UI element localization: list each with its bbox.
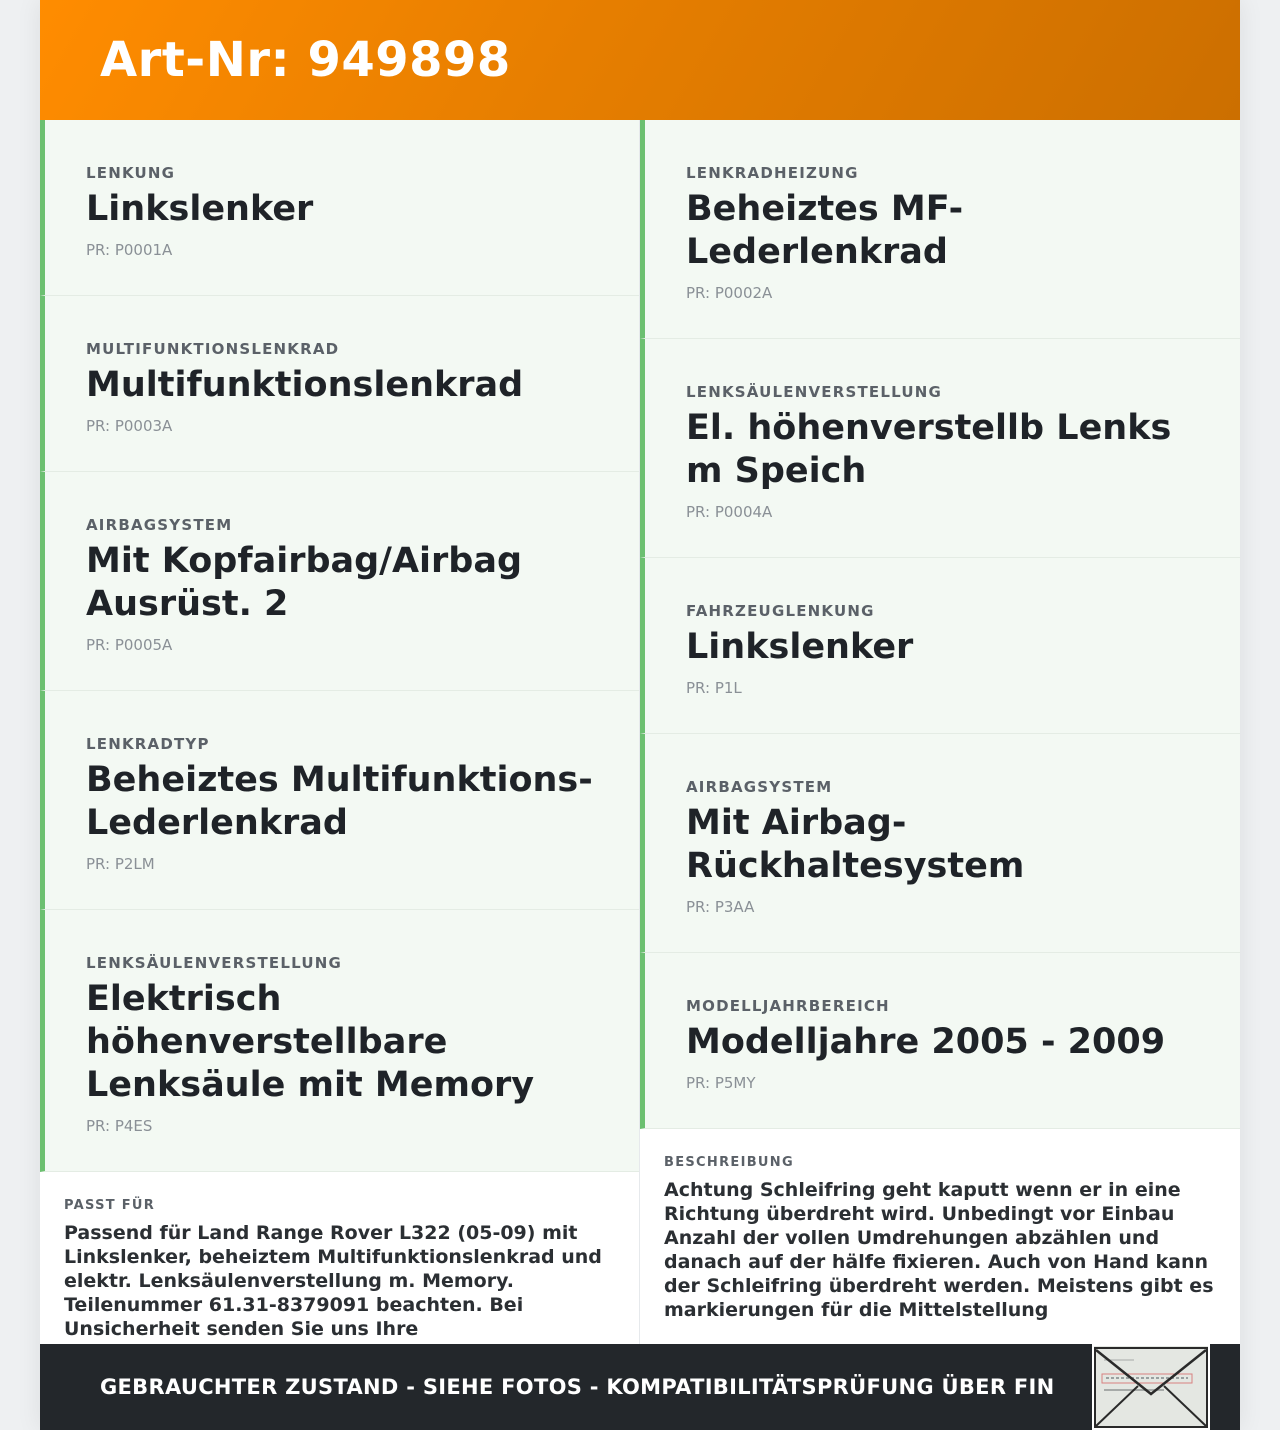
article-number-title: Art-Nr: 949898: [100, 32, 511, 88]
spec-cell: [640, 339, 1240, 558]
envelope-photo-icon: [1094, 1346, 1208, 1428]
spec-label: MODELLJAHRBEREICH: [686, 997, 890, 1015]
spec-value: Elektrisch höhenverstellbare Lenksäule mit Memory: [86, 979, 535, 1105]
spec-value: El. höhenverstellb Lenks m Speich: [686, 408, 1172, 491]
spec-columns: [40, 120, 1240, 1389]
spec-cell: [640, 558, 1240, 734]
datasheet: [40, 0, 1240, 1430]
right-column: [640, 120, 1240, 1389]
spec-code: PR: P0002A: [686, 284, 773, 302]
spec-value: Mit Kopfairbag/Airbag Ausrüst. 2: [86, 541, 523, 624]
part-photo-thumbnail[interactable]: [1092, 1344, 1210, 1430]
spec-code: PR: P0001A: [86, 241, 173, 259]
spec-code: PR: P5MY: [686, 1074, 756, 1092]
spec-cell: [640, 734, 1240, 953]
spec-code: PR: P3AA: [686, 898, 755, 916]
spec-label: MULTIFUNKTIONSLENKRAD: [86, 340, 340, 358]
description-note: [640, 1129, 1240, 1346]
spec-label: FAHRZEUGLENKUNG: [686, 602, 875, 620]
footer-bar: [40, 1344, 1240, 1430]
footer-text: GEBRAUCHTER ZUSTAND - SIEHE FOTOS - KOMPATIBILITÄTSPRÜFUNG ÜBER FIN: [100, 1375, 1055, 1399]
fits-text: Passend für Land Range Rover L322 (05-09) mit Linkslenker, beheiztem Multifunktionslenkrad und elektr. Lenksäulenverstellung m. Memory. Teilenummer 61.31-8379091 beachten. Bei Unsicherheit senden Sie uns Ihre: [64, 1222, 602, 1340]
spec-cell: [40, 910, 639, 1172]
spec-value: Modelljahre 2005 - 2009: [686, 1022, 1166, 1062]
spec-cell: [40, 472, 639, 691]
spec-label: LENKUNG: [86, 164, 176, 182]
spec-label: LENKSÄULENVERSTELLUNG: [86, 954, 342, 972]
spec-value: Beheiztes Multifunktions-Lederlenkrad: [86, 760, 593, 843]
spec-label: AIRBAGSYSTEM: [86, 516, 233, 534]
spec-cell: [640, 953, 1240, 1129]
spec-label: AIRBAGSYSTEM: [686, 778, 833, 796]
spec-value: Linkslenker: [86, 189, 314, 229]
left-column: [40, 120, 640, 1389]
fits-label: PASST FÜR: [64, 1198, 156, 1213]
spec-cell: [40, 120, 639, 296]
spec-value: Multifunktionslenkrad: [86, 365, 524, 405]
spec-code: PR: P4ES: [86, 1117, 153, 1135]
spec-code: PR: P0004A: [686, 503, 773, 521]
spec-code: PR: P2LM: [86, 855, 155, 873]
spec-value: Beheiztes MF-Lederlenkrad: [686, 189, 964, 272]
spec-cell: [40, 296, 639, 472]
spec-cell: [40, 691, 639, 910]
header-bar: [40, 0, 1240, 120]
spec-code: PR: P0003A: [86, 417, 173, 435]
spec-label: LENKRADHEIZUNG: [686, 164, 859, 182]
description-text: Achtung Schleifring geht kaputt wenn er in eine Richtung überdreht wird. Unbedingt vor Einbau Anzahl der vollen Umdrehungen abzählen und danach auf der hälfe fixieren. Auch von Hand kann der Schleifring überdreht werden. Meistens gibt es markierungen für die Mittelstellung: [664, 1179, 1214, 1321]
spec-code: PR: P1L: [686, 679, 742, 697]
spec-value: Linkslenker: [686, 627, 914, 667]
description-label: BESCHREIBUNG: [664, 1155, 794, 1170]
spec-code: PR: P0005A: [86, 636, 173, 654]
spec-label: LENKSÄULENVERSTELLUNG: [686, 383, 942, 401]
spec-value: Mit Airbag-Rückhaltesystem: [686, 803, 1025, 886]
spec-cell: [640, 120, 1240, 339]
spec-label: LENKRADTYP: [86, 735, 210, 753]
